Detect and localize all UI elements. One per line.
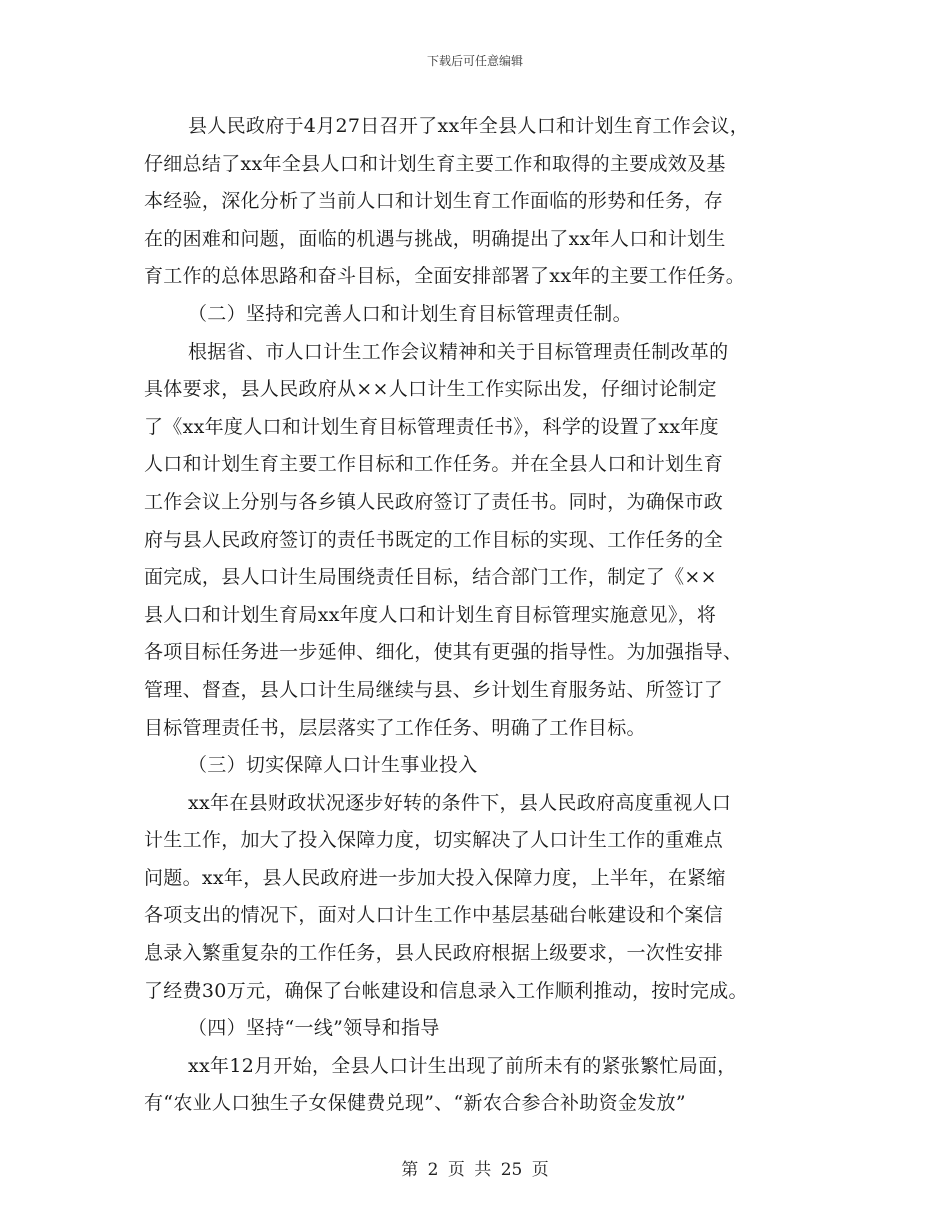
paragraph-line: 各项支出的情况下，面对人口计生工作中基层基础台帐建设和个案信: [144, 904, 724, 927]
paragraph-line: 具体要求，县人民政府从××人口计生工作实际出发，仔细讨论制定: [144, 378, 717, 401]
paragraph-line: 面完成，县人口计生局围绕责任目标，结合部门工作，制定了《××: [144, 566, 717, 589]
paragraph-line: 工作会议上分别与各乡镇人民政府签订了责任书。同时，为确保市政: [144, 490, 724, 513]
paragraph-line: 管理、督查，县人口计生局继续与县、乡计划生育服务站、所签订了: [144, 678, 724, 701]
section-heading: （四）坚持“一线”领导和指导: [188, 1017, 440, 1040]
section-heading: （三）切实保障人口计生事业投入: [188, 754, 478, 777]
paragraph-line: 本经验，深化分析了当前人口和计划生育工作面临的形势和任务，存: [144, 190, 724, 213]
paragraph-line: 各项目标任务进一步延伸、细化，使其有更强的指导性。为加强指导、: [144, 641, 743, 664]
paragraph-line: 在的困难和问题，面临的机遇与挑战，明确提出了xx年人口和计划生: [144, 227, 726, 250]
paragraph-line: 问题。xx年，县人民政府进一步加大投入保障力度，上半年，在紧缩: [144, 866, 726, 889]
paragraph-line: 根据省、市人口计生工作会议精神和关于目标管理责任制改革的: [188, 340, 729, 363]
page-number: 第 2 页 共 25 页: [401, 1160, 549, 1180]
paragraph-line: 仔细总结了xx年全县人口和计划生育主要工作和取得的主要成效及基: [144, 152, 726, 175]
paragraph-line: xx年12月开始，全县人口计生出现了前所未有的紧张繁忙局面，: [188, 1054, 737, 1077]
paragraph-line: 目标管理责任书，层层落实了工作任务、明确了工作目标。: [144, 716, 646, 739]
paragraph-line: 有“农业人口独生子女保健费兑现”、“新农合参合补助资金发放”: [144, 1092, 686, 1115]
paragraph-line: 了《xx年度人口和计划生育目标管理责任书》，科学的设置了xx年度: [144, 415, 719, 438]
paragraph-line: 县人口和计划生育局xx年度人口和计划生育目标管理实施意见》，将: [144, 603, 717, 626]
paragraph-line: 计生工作，加大了投入保障力度，切实解决了人口计生工作的重难点: [144, 829, 724, 852]
document-body: [144, 108, 824, 1123]
paragraph-line: 县人民政府于4月27日召开了xx年全县人口和计划生育工作会议，: [188, 115, 749, 137]
paragraph-line: 府与县人民政府签订的责任书既定的工作目标的实现、工作任务的全: [144, 528, 724, 551]
paragraph-line: 人口和计划生育主要工作目标和工作任务。并在全县人口和计划生育: [144, 453, 724, 476]
section-heading: （二）坚持和完善人口和计划生育目标管理责任制。: [188, 302, 632, 325]
paragraph-line: 了经费30万元，确保了台帐建设和信息录入工作顺利推动，按时完成。: [144, 979, 748, 1002]
paragraph-line: 育工作的总体思路和奋斗目标，全面安排部署了xx年的主要工作任务。: [144, 265, 746, 288]
page-header: 下载后可任意编辑: [426, 54, 523, 68]
paragraph-line: xx年在县财政状况逐步好转的条件下，县人民政府高度重视人口: [188, 791, 732, 814]
paragraph-line: 息录入繁重复杂的工作任务，县人民政府根据上级要求，一次性安排: [144, 942, 724, 965]
